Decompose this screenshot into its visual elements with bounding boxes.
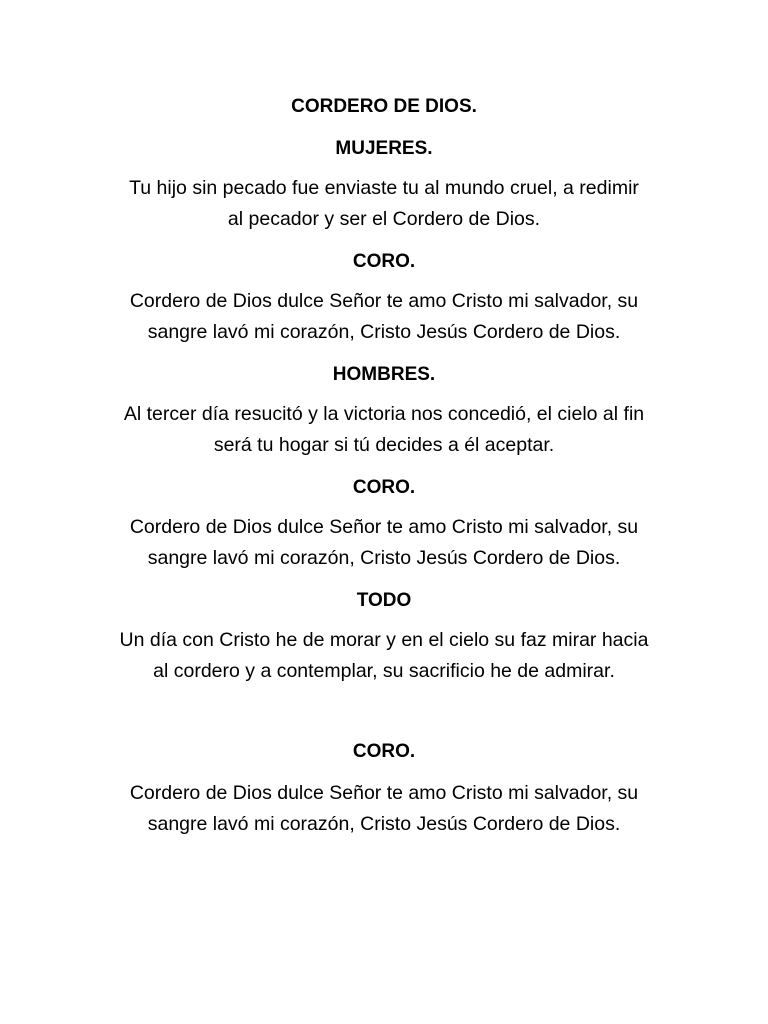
verse-line: Tu hijo sin pecado fue enviaste tu al mundo cruel, a redimir [129, 177, 639, 199]
section-heading-todo: TODO [356, 590, 412, 611]
section-heading-coro-3: CORO. [352, 741, 416, 762]
verse-coro-1 [0, 286, 768, 348]
verse-line: al cordero y a contemplar, su sacrificio he de admirar. [153, 660, 615, 682]
verse-line: será tu hogar si tú decides a él aceptar. [213, 434, 555, 456]
verse-coro-3 [0, 778, 768, 840]
verse-line: Cordero de Dios dulce Señor te amo Cristo mi salvador, su [129, 290, 639, 312]
verse-line: sangre lavó mi corazón, Cristo Jesús Cordero de Dios. [147, 813, 621, 835]
section-heading-coro-1: CORO. [352, 251, 416, 272]
verse-line: Cordero de Dios dulce Señor te amo Cristo mi salvador, su [129, 782, 639, 804]
verse-line: Cordero de Dios dulce Señor te amo Cristo mi salvador, su [129, 516, 639, 538]
section-heading-hombres: HOMBRES. [332, 364, 436, 385]
verse-todo [0, 625, 768, 687]
verse-hombres [0, 399, 768, 461]
verse-mujeres [0, 173, 768, 235]
verse-line: sangre lavó mi corazón, Cristo Jesús Cordero de Dios. [147, 321, 621, 343]
verse-line: Un día con Cristo he de morar y en el cielo su faz mirar hacia [119, 629, 649, 651]
verse-line: Al tercer día resucitó y la victoria nos concedió, el cielo al fin [123, 403, 645, 425]
verse-line: al pecador y ser el Cordero de Dios. [227, 208, 541, 230]
verse-line: sangre lavó mi corazón, Cristo Jesús Cordero de Dios. [147, 547, 621, 569]
verse-coro-2 [0, 512, 768, 574]
song-title: CORDERO DE DIOS. [291, 96, 477, 117]
section-heading-coro-2: CORO. [352, 477, 416, 498]
section-heading-mujeres: MUJERES. [335, 138, 433, 159]
